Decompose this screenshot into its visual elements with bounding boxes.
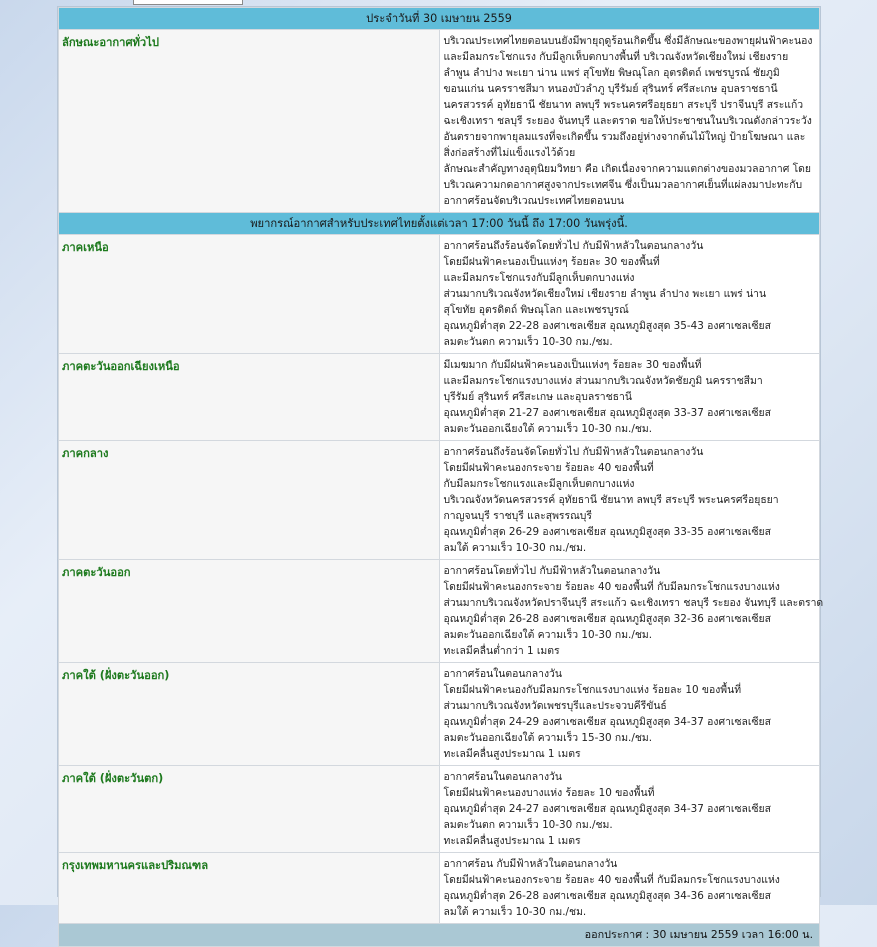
forecast-line: ทะเลมีคลื่นต่ำกว่า 1 เมตร <box>443 645 560 657</box>
forecast-line: ทะเลมีคลื่นสูงประมาณ 1 เมตร <box>443 835 581 847</box>
forecast-line: บุรีรัมย์ สุรินทร์ ศรีสะเกษ และอุบลราชธานี <box>443 391 632 403</box>
forecast-line: และมีลมกระโชกแรงบางแห่ง ส่วนมากบริเวณจังหวัดชัยภูมิ นครราชสีมา <box>443 375 763 387</box>
forecast-line: โดยมีฝนฟ้าคะนองกระจาย ร้อยละ 40 ของพื้นที่ กับมีลมกระโชกแรงบางแห่ง <box>443 581 780 593</box>
forecast-line: อุณหภูมิต่ำสุด 22-28 องศาเซลเซียส อุณหภูมิสูงสุด 35-43 องศาเซลเซียส <box>443 320 771 332</box>
forecast-line: ส่วนมากบริเวณจังหวัดเชียงใหม่ เชียงราย ลำพูน ลำปาง พะเยา แพร่ น่าน <box>443 288 767 300</box>
forecast-line: โดยมีฝนฟ้าคะนองกระจาย ร้อยละ 40 ของพื้นที่ <box>443 462 654 474</box>
forecast-line: ทะเลมีคลื่นสูงประมาณ 1 เมตร <box>443 748 581 760</box>
forecast-line: อุณหภูมิต่ำสุด 21-27 องศาเซลเซียส อุณหภูมิสูงสุด 33-37 องศาเซลเซียส <box>443 407 771 419</box>
forecast-line: ลมตะวันออกเฉียงใต้ ความเร็ว 10-30 กม./ชม. <box>443 629 653 641</box>
region-forecast <box>439 560 824 663</box>
region-label: ภาคตะวันออก <box>59 560 440 663</box>
forecast-line: อุณหภูมิต่ำสุด 26-28 องศาเซลเซียส อุณหภูมิสูงสุด 34-36 องศาเซลเซียส <box>443 890 771 902</box>
forecast-line: ลมตะวันตก ความเร็ว 10-30 กม./ชม. <box>443 819 613 831</box>
forecast-header-row <box>59 213 820 235</box>
region-label: ภาคตะวันออกเฉียงเหนือ <box>59 354 440 441</box>
forecast-line: ลมตะวันตก ความเร็ว 10-30 กม./ชม. <box>443 336 613 348</box>
general-label: ลักษณะอากาศทั่วไป <box>59 30 440 213</box>
region-forecast <box>439 354 820 441</box>
forecast-line: บริเวณจังหวัดนครสวรรค์ อุทัยธานี ชัยนาท ลพบุรี สระบุรี พระนครศรีอยุธยา <box>443 494 779 506</box>
forecast-line: อากาศร้อนโดยทั่วไป กับมีฟ้าหลัวในตอนกลางวัน <box>443 565 661 577</box>
forecast-panel <box>57 6 824 941</box>
region-row <box>59 663 820 766</box>
forecast-line: อุณหภูมิต่ำสุด 24-29 องศาเซลเซียส อุณหภูมิสูงสุด 34-37 องศาเซลเซียส <box>443 716 771 728</box>
region-row <box>59 354 820 441</box>
region-forecast <box>439 766 820 853</box>
forecast-line: ลมตะวันออกเฉียงใต้ ความเร็ว 10-30 กม./ชม. <box>443 423 653 435</box>
forecast-line: กาญจนบุรี ราชบุรี และสุพรรณบุรี <box>443 510 592 522</box>
forecast-line: อากาศร้อนถึงร้อนจัดโดยทั่วไป กับมีฟ้าหลัวในตอนกลางวัน <box>443 446 704 458</box>
forecast-table <box>58 7 824 947</box>
top-input-field[interactable] <box>133 0 243 5</box>
forecast-line: อากาศร้อนในตอนกลางวัน <box>443 668 562 680</box>
general-row <box>59 30 820 213</box>
forecast-line: โดยมีฝนฟ้าคะนองกระจาย ร้อยละ 40 ของพื้นที่ กับมีลมกระโชกแรงบางแห่ง <box>443 874 780 886</box>
date-header-row <box>59 8 820 30</box>
forecast-line: อากาศร้อนในตอนกลางวัน <box>443 771 562 783</box>
region-row <box>59 766 820 853</box>
forecast-period-header: พยากรณ์อากาศสำหรับประเทศไทยตั้งแต่เวลา 17:00 วันนี้ ถึง 17:00 วันพรุ่งนี้. <box>59 213 820 235</box>
forecast-line: ส่วนมากบริเวณจังหวัดเพชรบุรีและประจวบคีรีขันธ์ <box>443 700 667 712</box>
issued-row <box>59 924 820 947</box>
region-label: ภาคใต้ (ฝั่งตะวันตก) <box>59 766 440 853</box>
region-forecast <box>439 235 820 354</box>
region-row <box>59 235 820 354</box>
general-paragraph: ลักษณะสำคัญทางอุตุนิยมวิทยา คือ เกิดเนื่องจากความแตกต่างของมวลอากาศ โดยบริเวณความกดอากาศสูงจากประเทศจีน ซึ่งเป็นมวลอากาศเย็นที่แผ่ลงมาปะทะกับอากาศร้อนจัดบริเวณประเทศไทยตอนบน <box>443 163 812 207</box>
region-label: ภาคเหนือ <box>59 235 440 354</box>
general-paragraph: บริเวณประเทศไทยตอนบนยังมีพายุฤดูร้อนเกิดขึ้น ซึ่งมีลักษณะของพายุฝนฟ้าคะนอง และมีลมกระโชกแรง กับมีลูกเห็บตกบางพื้นที่ บริเวณจังหวัดเชียงใหม่ เชียงราย ลำพูน ลำปาง พะเยา น่าน แพร่ สุโขทัย พิษณุโลก อุตรดิตถ์ เพชรบูรณ์ ชัยภูมิ ขอนแก่น นครราชสีมา หนองบัวลำภู บุรีรัมย์ สุรินทร์ ศรีสะเกษ อุบลราชธานี นครสวรรค์ อุทัยธานี ชัยนาท ลพบุรี พระนครศรีอยุธยา สระบุรี ปราจีนบุรี สระแก้ว ฉะเชิงเทรา ชลบุรี ระยอง จันทบุรี และตราด ขอให้ประชาชนในบริเวณดังกล่าวระวังอันตรายจากพายุลมแรงที่จะเกิดขึ้น รวมถึงอยู่ห่างจากต้นไม้ใหญ่ ป้ายโฆษณา และสิ่งก่อสร้างที่ไม่แข็งแรงไว้ด้วย <box>443 35 813 159</box>
general-text <box>439 30 820 213</box>
forecast-line: ส่วนมากบริเวณจังหวัดปราจีนบุรี สระแก้ว ฉะเชิงเทรา ชลบุรี ระยอง จันทบุรี และตราด <box>443 597 824 609</box>
region-row <box>59 853 820 924</box>
forecast-line: อากาศร้อนถึงร้อนจัดโดยทั่วไป กับมีฟ้าหลัวในตอนกลางวัน <box>443 240 704 252</box>
region-forecast <box>439 853 820 924</box>
region-label: กรุงเทพมหานครและปริมณฑล <box>59 853 440 924</box>
forecast-line: อุณหภูมิต่ำสุด 26-28 องศาเซลเซียส อุณหภูมิสูงสุด 32-36 องศาเซลเซียส <box>443 613 771 625</box>
forecast-line: มีเมฆมาก กับมีฝนฟ้าคะนองเป็นแห่งๆ ร้อยละ 30 ของพื้นที่ <box>443 359 702 371</box>
forecast-line: กับมีลมกระโชกแรงและมีลูกเห็บตกบางแห่ง <box>443 478 635 490</box>
forecast-line: โดยมีฝนฟ้าคะนองเป็นแห่งๆ ร้อยละ 30 ของพื้นที่ <box>443 256 660 268</box>
region-row <box>59 441 820 560</box>
region-forecast <box>439 441 820 560</box>
forecast-line: สุโขทัย อุตรดิตถ์ พิษณุโลก และเพชรบูรณ์ <box>443 304 629 316</box>
forecast-line: อุณหภูมิต่ำสุด 26-29 องศาเซลเซียส อุณหภูมิสูงสุด 33-35 องศาเซลเซียส <box>443 526 771 538</box>
forecast-line: ลมใต้ ความเร็ว 10-30 กม./ชม. <box>443 906 587 918</box>
region-row <box>59 560 820 663</box>
forecast-line: อากาศร้อน กับมีฟ้าหลัวในตอนกลางวัน <box>443 858 618 870</box>
forecast-line: และมีลมกระโชกแรงกับมีลูกเห็บตกบางแห่ง <box>443 272 635 284</box>
region-forecast <box>439 663 820 766</box>
date-header: ประจำวันที่ 30 เมษายน 2559 <box>59 8 820 30</box>
region-label: ภาคกลาง <box>59 441 440 560</box>
forecast-line: ลมตะวันออกเฉียงใต้ ความเร็ว 15-30 กม./ชม. <box>443 732 653 744</box>
forecast-line: โดยมีฝนฟ้าคะนองบางแห่ง ร้อยละ 10 ของพื้นที่ <box>443 787 655 799</box>
forecast-line: โดยมีฝนฟ้าคะนองกับมีลมกระโชกแรงบางแห่ง ร้อยละ 10 ของพื้นที่ <box>443 684 742 696</box>
forecast-line: อุณหภูมิต่ำสุด 24-27 องศาเซลเซียส อุณหภูมิสูงสุด 34-37 องศาเซลเซียส <box>443 803 771 815</box>
region-label: ภาคใต้ (ฝั่งตะวันออก) <box>59 663 440 766</box>
issued-time: ออกประกาศ : 30 เมษายน 2559 เวลา 16:00 น. <box>59 924 820 947</box>
forecast-line: ลมใต้ ความเร็ว 10-30 กม./ชม. <box>443 542 587 554</box>
